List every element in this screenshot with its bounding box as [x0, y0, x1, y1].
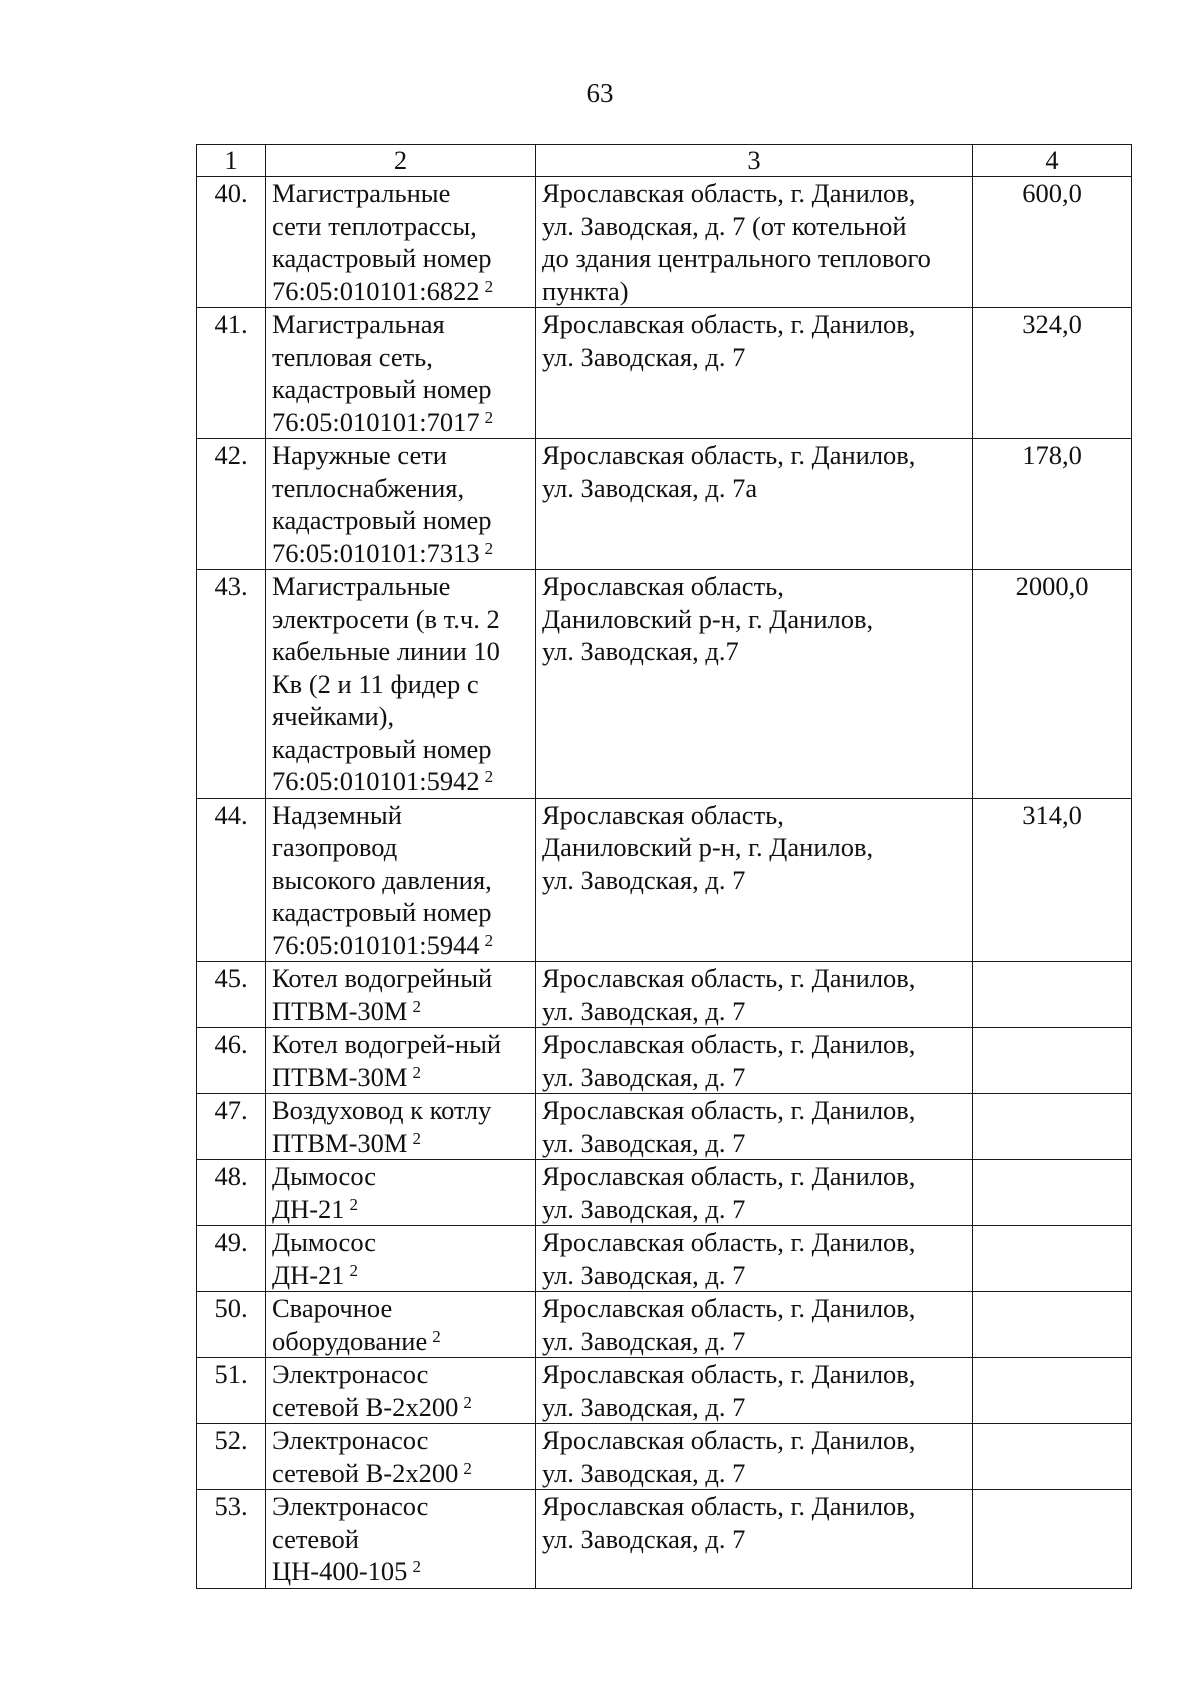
object-name-line	[272, 1028, 529, 1061]
object-name-line	[272, 864, 529, 897]
address-line: пункта)	[542, 275, 629, 306]
object-name-text: электросети (в т.ч. 2	[272, 603, 500, 634]
address-line: Ярославская область, г. Данилов,	[542, 309, 916, 339]
header-row	[197, 145, 1132, 177]
object-name-cell	[266, 1292, 536, 1358]
object-name-line	[272, 439, 529, 472]
object-name-line	[272, 799, 529, 832]
address-line: Ярославская область, г. Данилов,	[542, 440, 916, 470]
object-name-line	[272, 1325, 529, 1358]
address-line: ул. Заводская, д. 7	[542, 864, 746, 895]
column-header-3: 3	[536, 145, 973, 177]
row-number: 44.	[197, 798, 266, 962]
footnote-marker: 2	[432, 1326, 441, 1346]
address-line: Ярославская область, г. Данилов,	[542, 1161, 916, 1191]
object-name-cell	[266, 1358, 536, 1424]
address-line: ул. Заводская, д. 7	[542, 1391, 746, 1422]
object-name-line	[272, 700, 529, 733]
address-line: Ярославская область, г. Данилов,	[542, 1293, 916, 1323]
row-number: 53.	[197, 1490, 266, 1589]
table-row	[197, 308, 1132, 439]
area-cell	[973, 1160, 1132, 1226]
address-line: Ярославская область, г. Данилов,	[542, 178, 916, 208]
address-cell	[536, 1292, 973, 1358]
object-name-text: Наружные сети	[272, 440, 447, 470]
area-cell: 314,0	[973, 798, 1132, 962]
address-cell	[536, 570, 973, 799]
address-line: ул. Заводская, д. 7	[542, 1127, 746, 1158]
address-line: Ярославская область, г. Данилов,	[542, 1425, 916, 1455]
table-row	[197, 1094, 1132, 1160]
object-name-text: Дымосос	[272, 1227, 376, 1257]
object-name-line	[272, 765, 529, 798]
table-row	[197, 439, 1132, 570]
row-number: 46.	[197, 1028, 266, 1094]
address-line: ул. Заводская, д. 7	[542, 1193, 746, 1224]
address-cell	[536, 1424, 973, 1490]
object-name-line	[272, 995, 529, 1028]
footnote-marker: 2	[463, 1458, 472, 1478]
object-name-text: 76:05:010101:7313	[272, 537, 480, 568]
object-name-text: Электронасос	[272, 1359, 429, 1389]
address-cell	[536, 962, 973, 1028]
area-cell	[973, 1292, 1132, 1358]
object-name-line	[272, 177, 529, 210]
column-header-2: 2	[266, 145, 536, 177]
object-name-line	[272, 472, 529, 505]
address-cell	[536, 1490, 973, 1589]
table-row	[197, 570, 1132, 799]
object-name-text: 76:05:010101:5942	[272, 766, 480, 796]
object-name-line	[272, 1160, 529, 1193]
row-number: 50.	[197, 1292, 266, 1358]
object-name-text: высокого давления,	[272, 864, 492, 895]
object-name-text: 76:05:010101:7017	[272, 406, 480, 437]
address-line: Ярославская область, г. Данилов,	[542, 1491, 916, 1521]
object-name-text: Магистральные	[272, 571, 451, 601]
object-name-line	[272, 1259, 529, 1292]
object-name-text: 76:05:010101:5944	[272, 929, 480, 960]
object-name-text: тепловая сеть,	[272, 341, 433, 372]
table-row	[197, 798, 1132, 962]
column-header-4: 4	[973, 145, 1132, 177]
address-line: Ярославская область,	[542, 799, 784, 830]
footnote-marker: 2	[484, 276, 494, 296]
column-header-1: 1	[197, 145, 266, 177]
object-name-line	[272, 1391, 529, 1424]
object-name-text: кадастровый номер	[272, 374, 492, 404]
object-name-text: ПТВМ-30М	[272, 995, 408, 1026]
address-line: ул. Заводская, д.7	[542, 636, 739, 666]
object-name-line	[272, 635, 529, 668]
property-registry-table	[196, 144, 1132, 1589]
object-name-line	[272, 1490, 529, 1523]
address-cell	[536, 308, 973, 439]
object-name-text: кадастровый номер	[272, 505, 492, 535]
table-row	[197, 177, 1132, 308]
area-cell: 600,0	[973, 177, 1132, 308]
object-name-text: Котел водогрей-ный	[272, 1029, 502, 1059]
object-name-text: оборудование	[272, 1325, 428, 1356]
object-name-cell	[266, 1094, 536, 1160]
footnote-marker: 2	[484, 930, 494, 950]
footnote-marker: 2	[484, 767, 494, 786]
address-line: Ярославская область, г. Данилов,	[542, 963, 916, 993]
area-cell: 324,0	[973, 308, 1132, 439]
object-name-text: сетевой	[272, 1523, 359, 1554]
row-number: 40.	[197, 177, 266, 308]
address-line: ул. Заводская, д. 7	[542, 1457, 746, 1488]
object-name-line	[272, 373, 529, 406]
object-name-line	[272, 1193, 529, 1226]
object-name-line	[272, 1457, 529, 1490]
object-name-text: ПТВМ-30М	[272, 1127, 408, 1158]
table-body	[197, 177, 1132, 1589]
address-line: ул. Заводская, д. 7	[542, 1259, 746, 1290]
object-name-line	[272, 831, 529, 864]
object-name-text: 76:05:010101:6822	[272, 275, 480, 306]
object-name-cell	[266, 570, 536, 799]
object-name-text: ПТВМ-30М	[272, 1061, 408, 1092]
address-line: Даниловский р-н, г. Данилов,	[542, 832, 874, 862]
object-name-text: Сварочное	[272, 1293, 393, 1323]
object-name-line	[272, 341, 529, 374]
address-line: ул. Заводская, д. 7	[542, 341, 746, 372]
footnote-marker: 2	[412, 1062, 421, 1082]
object-name-line	[272, 603, 529, 636]
object-name-text: газопровод	[272, 832, 398, 862]
object-name-text: ячейками),	[272, 701, 395, 731]
object-name-cell	[266, 1226, 536, 1292]
address-cell	[536, 1358, 973, 1424]
address-cell	[536, 798, 973, 962]
object-name-line	[272, 537, 529, 570]
area-cell	[973, 962, 1132, 1028]
object-name-cell	[266, 1160, 536, 1226]
footnote-marker: 2	[349, 1194, 359, 1214]
address-cell	[536, 1094, 973, 1160]
object-name-line	[272, 210, 529, 243]
address-line: ул. Заводская, д. 7	[542, 1061, 746, 1092]
object-name-line	[272, 668, 529, 701]
address-line: ул. Заводская, д. 7 (от котельной	[542, 210, 907, 241]
address-line: ул. Заводская, д. 7	[542, 1523, 746, 1554]
footnote-marker: 2	[484, 538, 494, 558]
object-name-cell	[266, 962, 536, 1028]
address-line: Ярославская область, г. Данилов,	[542, 1029, 916, 1059]
object-name-text: Котел водогрейный	[272, 963, 493, 993]
object-name-text: ДН-21	[272, 1259, 345, 1290]
row-number: 51.	[197, 1358, 266, 1424]
object-name-line	[272, 929, 529, 962]
object-name-cell	[266, 1028, 536, 1094]
object-name-line	[272, 1226, 529, 1259]
table-row	[197, 1358, 1132, 1424]
table-row	[197, 1292, 1132, 1358]
object-name-text: кадастровый номер	[272, 897, 492, 927]
row-number: 43.	[197, 570, 266, 799]
row-number: 42.	[197, 439, 266, 570]
object-name-line	[272, 1061, 529, 1094]
address-line: ул. Заводская, д. 7	[542, 995, 746, 1026]
footnote-marker: 2	[349, 1260, 359, 1280]
object-name-text: Магистральные	[272, 178, 451, 208]
object-name-text: кабельные линии 10	[272, 636, 500, 666]
address-line: ул. Заводская, д. 7	[542, 1325, 746, 1356]
object-name-text: Кв (2 и 11 фидер с	[272, 668, 479, 699]
table-row	[197, 1226, 1132, 1292]
object-name-text: сетевой В-2х200	[272, 1457, 459, 1488]
footnote-marker: 2	[412, 996, 421, 1016]
object-name-line	[272, 733, 529, 766]
area-cell: 2000,0	[973, 570, 1132, 799]
object-name-text: кадастровый номер	[272, 733, 492, 764]
object-name-text: сети теплотрассы,	[272, 210, 477, 241]
area-cell	[973, 1424, 1132, 1490]
object-name-line	[272, 504, 529, 537]
area-cell	[973, 1226, 1132, 1292]
object-name-line	[272, 1424, 529, 1457]
table-row	[197, 1028, 1132, 1094]
address-cell	[536, 1226, 973, 1292]
object-name-text: Магистральная	[272, 309, 445, 339]
object-name-line	[272, 242, 529, 275]
object-name-text: ДН-21	[272, 1193, 345, 1224]
object-name-text: теплоснабжения,	[272, 472, 465, 503]
address-line: Ярославская область, г. Данилов,	[542, 1095, 916, 1125]
object-name-text: Воздуховод к котлу	[272, 1095, 492, 1125]
area-cell	[973, 1490, 1132, 1589]
table-row	[197, 1424, 1132, 1490]
row-number: 49.	[197, 1226, 266, 1292]
object-name-line	[272, 962, 529, 995]
area-cell	[973, 1028, 1132, 1094]
object-name-line	[272, 1555, 529, 1588]
table-row	[197, 1160, 1132, 1226]
footnote-marker: 2	[412, 1557, 421, 1576]
address-line: ул. Заводская, д. 7а	[542, 472, 758, 503]
object-name-text: Электронасос	[272, 1491, 429, 1521]
table-header	[197, 145, 1132, 177]
object-name-line	[272, 308, 529, 341]
area-cell: 178,0	[973, 439, 1132, 570]
table-row	[197, 1490, 1132, 1589]
area-cell	[973, 1094, 1132, 1160]
address-line: Ярославская область, г. Данилов,	[542, 1227, 916, 1257]
object-name-line	[272, 1358, 529, 1391]
object-name-text: Надземный	[272, 799, 402, 830]
address-line: до здания центрального теплового	[542, 243, 931, 273]
object-name-text: Дымосос	[272, 1161, 376, 1191]
object-name-text: кадастровый номер	[272, 243, 492, 273]
object-name-cell	[266, 439, 536, 570]
object-name-text: Электронасос	[272, 1425, 429, 1455]
address-line: Даниловский р-н, г. Данилов,	[542, 603, 874, 634]
footnote-marker: 2	[484, 407, 494, 427]
object-name-line	[272, 275, 529, 308]
row-number: 48.	[197, 1160, 266, 1226]
address-line: Ярославская область, г. Данилов,	[542, 1359, 916, 1389]
object-name-cell	[266, 798, 536, 962]
page-number-text: 63	[586, 78, 614, 108]
address-cell	[536, 439, 973, 570]
row-number: 41.	[197, 308, 266, 439]
footnote-marker: 2	[463, 1392, 472, 1412]
row-number: 52.	[197, 1424, 266, 1490]
object-name-line	[272, 1094, 529, 1127]
object-name-line	[272, 570, 529, 603]
page-number	[0, 78, 1200, 109]
object-name-line	[272, 1127, 529, 1160]
object-name-line	[272, 1523, 529, 1556]
object-name-line	[272, 406, 529, 439]
object-name-line	[272, 896, 529, 929]
object-name-text: ЦН-400-105	[272, 1556, 408, 1586]
address-cell	[536, 177, 973, 308]
object-name-text: сетевой В-2х200	[272, 1391, 459, 1422]
table-row	[197, 962, 1132, 1028]
address-line: Ярославская область,	[542, 571, 784, 601]
row-number: 47.	[197, 1094, 266, 1160]
object-name-cell	[266, 1424, 536, 1490]
row-number: 45.	[197, 962, 266, 1028]
object-name-cell	[266, 1490, 536, 1589]
object-name-cell	[266, 177, 536, 308]
footnote-marker: 2	[412, 1128, 421, 1148]
object-name-line	[272, 1292, 529, 1325]
address-cell	[536, 1160, 973, 1226]
object-name-cell	[266, 308, 536, 439]
area-cell	[973, 1358, 1132, 1424]
address-cell	[536, 1028, 973, 1094]
